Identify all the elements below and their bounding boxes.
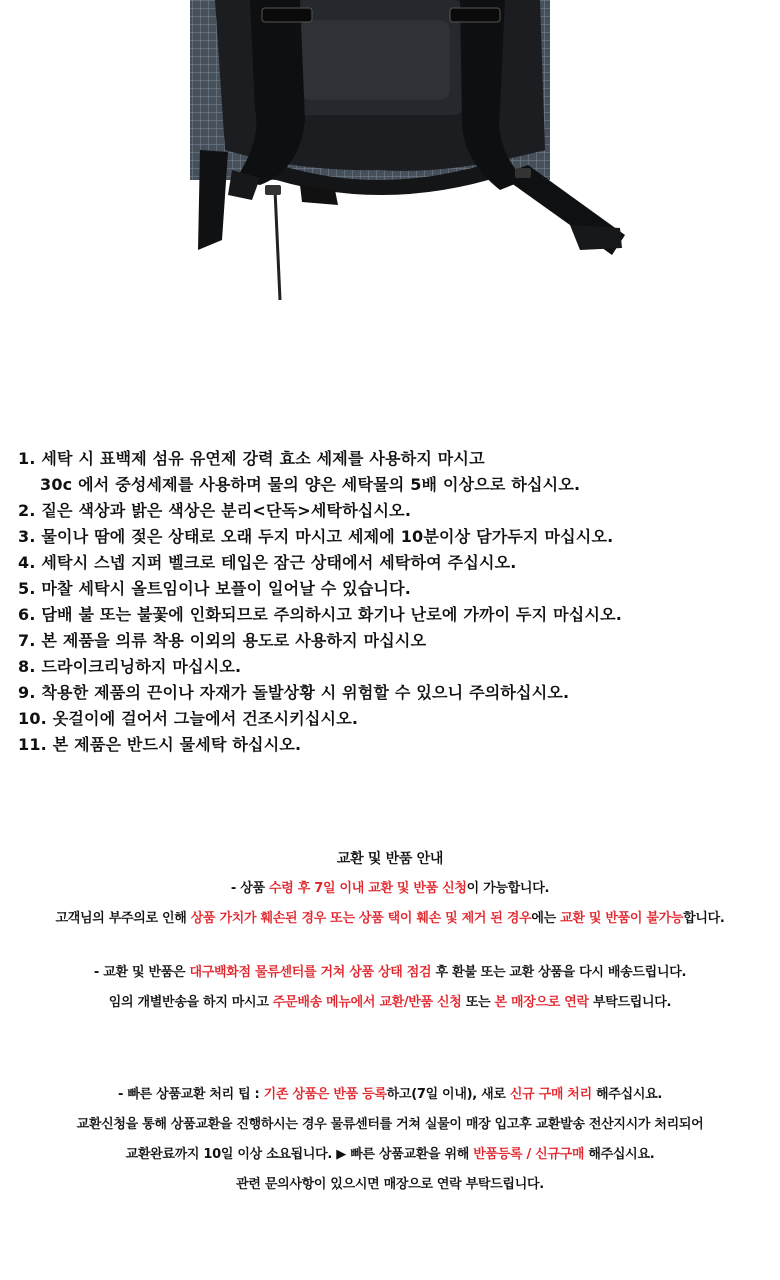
- notice-title: 교환 및 반품 안내: [336, 851, 444, 867]
- backpack-back-view-image: [0, 0, 780, 310]
- notice-line-3: - 교환 및 반품은 대구백화점 물류센터를 거쳐 상품 상태 점검 후 환불 또는 교환 상품을 다시 배송드립니다.: [93, 965, 687, 980]
- care-item-10: 10. 옷걸이에 걸어서 그늘에서 건조시키십시오.: [18, 709, 359, 728]
- product-photo: [0, 0, 780, 310]
- notice-line-1: - 상품 수령 후 7일 이내 교환 및 반품 신청이 가능합니다.: [230, 881, 550, 896]
- notice-line-7: 교환완료까지 10일 이상 소요됩니다. ▶ 빠른 상품교환을 위해 반품등록 / 신규구매 해주십시요.: [125, 1147, 655, 1162]
- notice-line-2: 고객님의 부주의로 인해 상품 가치가 훼손된 경우 또는 상품 택이 훼손 및 제거 된 경우에는 교환 및 반품이 불가능합니다.: [55, 911, 725, 926]
- care-item-4: 4. 세탁시 스넵 지퍼 벨크로 테입은 잠근 상태에서 세탁하여 주십시오.: [18, 553, 517, 572]
- care-item-6: 6. 담배 불 또는 불꽃에 인화되므로 주의하시고 화기나 난로에 가까이 두지 마십시오.: [18, 605, 623, 624]
- notice-line-4: 임의 개별반송을 하지 마시고 주문배송 메뉴에서 교환/반품 신청 또는 본 매장으로 연락 부탁드립니다.: [108, 995, 672, 1010]
- care-item-1-continued: 30c 에서 중성세제를 사용하며 물의 양은 세탁물의 5배 이상으로 하십시오.: [40, 475, 581, 494]
- care-instructions: [18, 446, 768, 758]
- care-item-8: 8. 드라이크리닝하지 마십시오.: [18, 657, 242, 676]
- care-item-3: 3. 물이나 땀에 젖은 상태로 오래 두지 마시고 세제에 10분이상 담가두지 마십시오.: [18, 527, 614, 546]
- care-item-11: 11. 본 제품은 반드시 물세탁 하십시오.: [18, 735, 302, 754]
- notice-line-6: 교환신청을 통해 상품교환을 진행하시는 경우 물류센터를 거쳐 실물이 매장 입고후 교환발송 전산지시가 처리되어: [76, 1117, 704, 1132]
- care-item-1: 1. 세탁 시 표백제 섬유 유연제 강력 효소 세제를 사용하지 마시고: [18, 449, 485, 468]
- care-item-7: 7. 본 제품을 의류 착용 이외의 용도로 사용하지 마십시오: [18, 631, 427, 650]
- care-item-2: 2. 짙은 색상과 밝은 색상은 분리<단독>세탁하십시오.: [18, 501, 412, 520]
- exchange-return-notice: [0, 846, 780, 1198]
- care-item-5: 5. 마찰 세탁시 올트임이나 보플이 일어날 수 있습니다.: [18, 579, 412, 598]
- notice-line-5: - 빠른 상품교환 처리 팁 : 기존 상품은 반품 등록하고(7일 이내), 새로 신규 구매 처리 해주십시요.: [118, 1087, 662, 1102]
- care-item-9: 9. 착용한 제품의 끈이나 자재가 돌발상황 시 위험할 수 있으니 주의하십시오.: [18, 683, 570, 702]
- notice-line-8: 관련 문의사항이 있으시면 매장으로 연락 부탁드립니다.: [236, 1177, 544, 1192]
